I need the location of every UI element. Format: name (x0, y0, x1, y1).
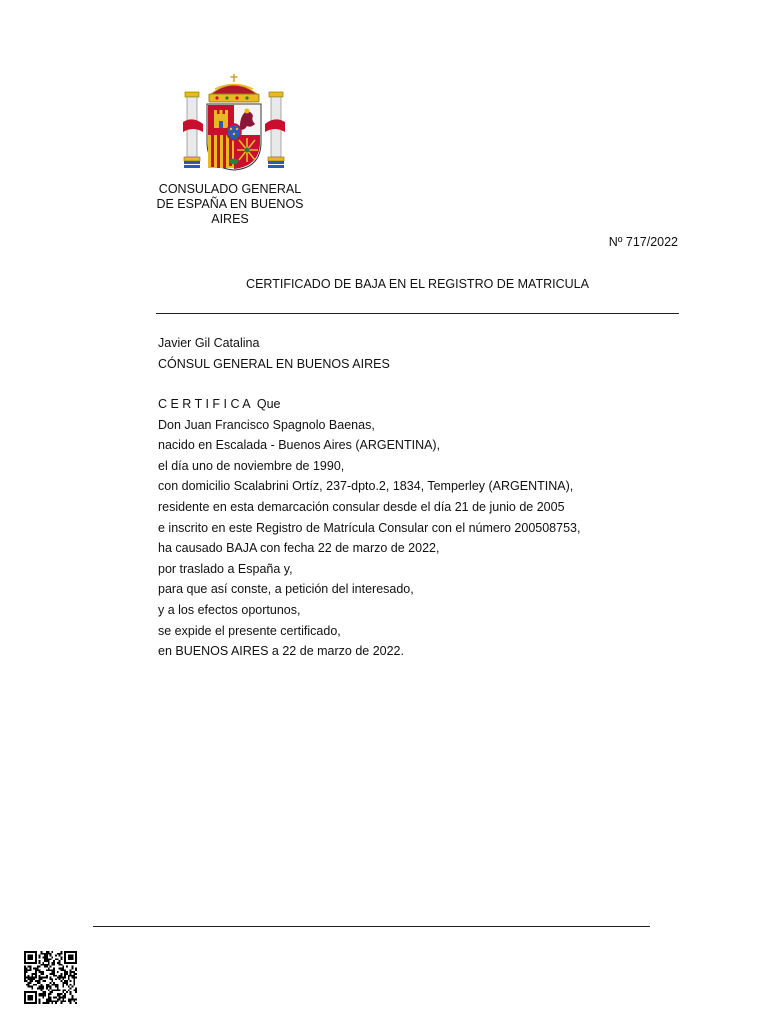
issuer-block (150, 182, 310, 227)
body-line: C E R T I F I C A Que (158, 397, 281, 411)
issuer-line: AIRES (211, 212, 249, 226)
signer-block (158, 333, 390, 374)
body-line: Don Juan Francisco Spagnolo Baenas, (158, 417, 375, 432)
top-divider (156, 313, 679, 314)
document-title: CERTIFICADO DE BAJA EN EL REGISTRO DE MATRICULA (246, 277, 589, 291)
body-line: e inscrito en este Registro de Matrícula Consular con el número 200508753, (158, 520, 581, 535)
certificate-body (158, 394, 580, 662)
body-line: por traslado a España y, (158, 561, 293, 576)
coat-of-arms-icon (181, 72, 287, 172)
signer-position: CÓNSUL GENERAL EN BUENOS AIRES (158, 356, 390, 371)
certificate-number: Nº 717/2022 (608, 235, 678, 249)
body-line: en BUENOS AIRES a 22 de marzo de 2022. (158, 644, 404, 659)
body-line: con domicilio Scalabrini Ortíz, 237-dpto.2, 1834, Temperley (ARGENTINA), (158, 479, 574, 494)
body-line: ha causado BAJA con fecha 22 de marzo de 2022, (158, 541, 440, 556)
issuer-line: DE ESPAÑA EN BUENOS (156, 197, 304, 211)
signer-name: Javier Gil Catalina (158, 336, 260, 350)
qr-code-icon (24, 951, 77, 1004)
issuer-line: CONSULADO GENERAL (158, 182, 302, 196)
body-line: y a los efectos oportunos, (158, 602, 301, 617)
body-line: nacido en Escalada - Buenos Aires (ARGENTINA), (158, 438, 441, 453)
footer-divider (93, 926, 650, 927)
body-line: se expide el presente certificado, (158, 623, 341, 638)
body-line: residente en esta demarcación consular desde el día 21 de junio de 2005 (158, 499, 565, 514)
body-line: para que así conste, a petición del interesado, (158, 582, 414, 597)
body-line: el día uno de noviembre de 1990, (158, 458, 345, 473)
